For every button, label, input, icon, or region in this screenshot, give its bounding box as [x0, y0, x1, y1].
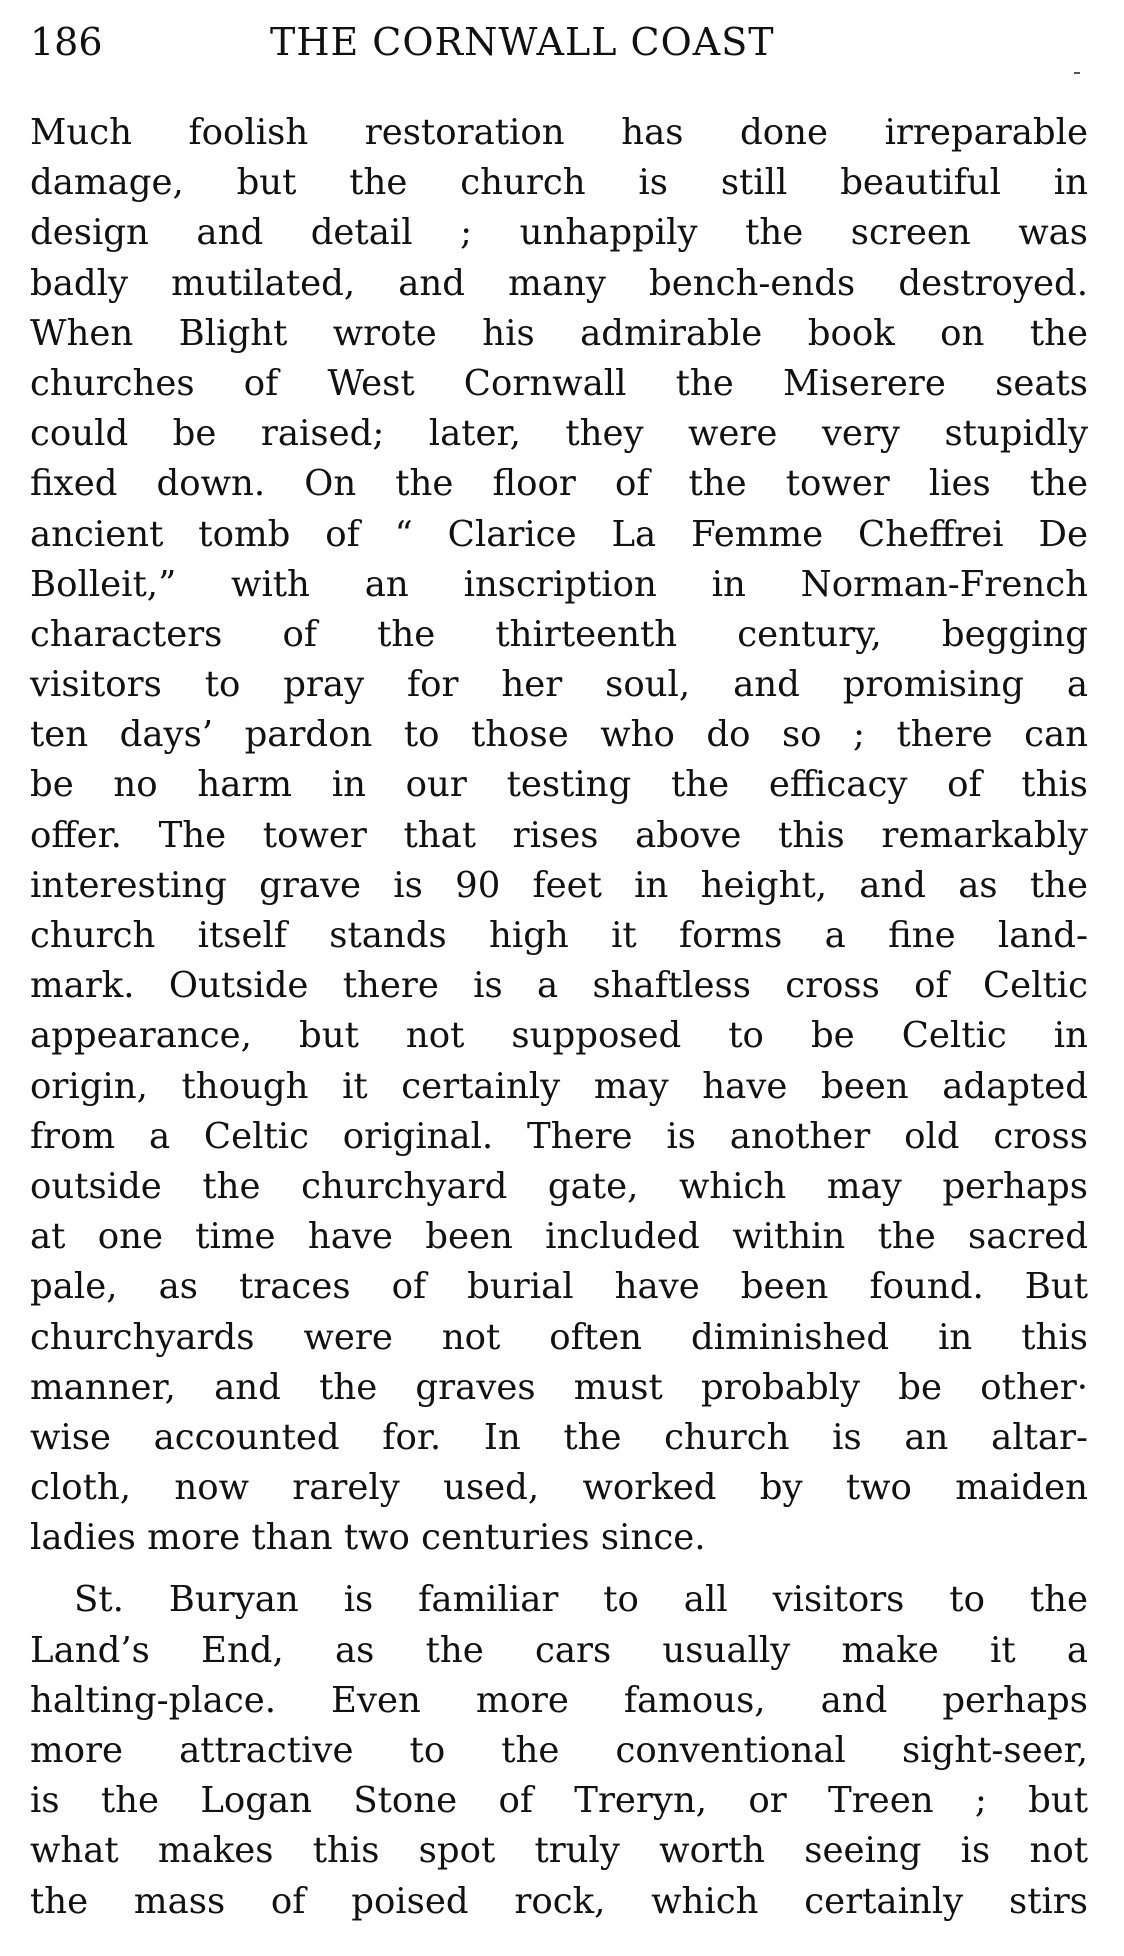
text-line: When Blight wrote his admirable book on the	[30, 312, 1088, 354]
text-line: could be raised; later, they were very stupidly	[30, 413, 1088, 455]
page-header	[30, 14, 1090, 70]
text-line: churchyards were not often diminished in this	[30, 1316, 1088, 1358]
running-head: THE CORNWALL COAST	[270, 20, 775, 64]
text-line: appearance, but not supposed to be Celtic in	[30, 1015, 1088, 1057]
text-line: mark. Outside there is a shaftless cross of Celtic	[30, 965, 1088, 1007]
text-line: at one time have been included within the sacred	[30, 1216, 1088, 1258]
text-line: Land’s End, as the cars usually make it a	[30, 1629, 1088, 1671]
text-line: Much foolish restoration has done irreparable	[30, 112, 1088, 153]
text-line: the mass of poised rock, which certainly stirs	[30, 1880, 1088, 1922]
text-line: outside the churchyard gate, which may perhaps	[30, 1165, 1088, 1207]
text-line: ladies more than two centuries since.	[30, 1517, 706, 1559]
text-line: badly mutilated, and many bench-ends destroyed.	[30, 262, 1088, 304]
text-line: visitors to pray for her soul, and promising a	[30, 664, 1088, 706]
text-line: design and detail ; unhappily the screen was	[30, 212, 1088, 254]
text-line: churches of West Cornwall the Miserere seats	[30, 362, 1088, 404]
text-line: ancient tomb of “ Clarice La Femme Cheffrei De	[30, 513, 1088, 555]
text-line: from a Celtic original. There is another old cross	[30, 1115, 1088, 1157]
text-line: ten days’ pardon to those who do so ; there can	[30, 714, 1088, 756]
text-line: origin, though it certainly may have been adapted	[30, 1065, 1088, 1107]
text-line: interesting grave is 90 feet in height, and as the	[30, 864, 1088, 906]
page-number: 186	[30, 20, 103, 64]
text-line: damage, but the church is still beautiful in	[30, 162, 1088, 204]
text-line: pale, as traces of burial have been found. But	[30, 1266, 1088, 1308]
paragraph-gap	[30, 1563, 1088, 1575]
body-text	[30, 108, 1088, 1927]
text-line: offer. The tower that rises above this remarkably	[30, 814, 1088, 856]
text-line: cloth, now rarely used, worked by two maiden	[30, 1467, 1088, 1509]
text-line: Bolleit,” with an inscription in Norman-French	[30, 563, 1088, 605]
text-line: is the Logan Stone of Treryn, or Treen ; but	[30, 1780, 1088, 1822]
paragraph	[30, 1575, 1088, 1926]
text-line: more attractive to the conventional sight-seer,	[30, 1730, 1088, 1771]
text-line: characters of the thirteenth century, begging	[30, 613, 1088, 655]
text-line: be no harm in our testing the efficacy of this	[30, 764, 1088, 806]
text-line: halting-place. Even more famous, and perhaps	[30, 1679, 1088, 1721]
paragraph	[30, 108, 1088, 1563]
print-speck	[1074, 72, 1080, 74]
text-line: what makes this spot truly worth seeing is not	[30, 1830, 1088, 1872]
text-line: St. Buryan is familiar to all visitors to the	[74, 1579, 1088, 1621]
text-line: church itself stands high it forms a fine land-	[30, 915, 1088, 956]
text-line: manner, and the graves must probably be other·	[30, 1366, 1088, 1408]
text-line: wise accounted for. In the church is an altar-	[30, 1416, 1088, 1458]
text-line: fixed down. On the floor of the tower lies the	[30, 463, 1088, 505]
